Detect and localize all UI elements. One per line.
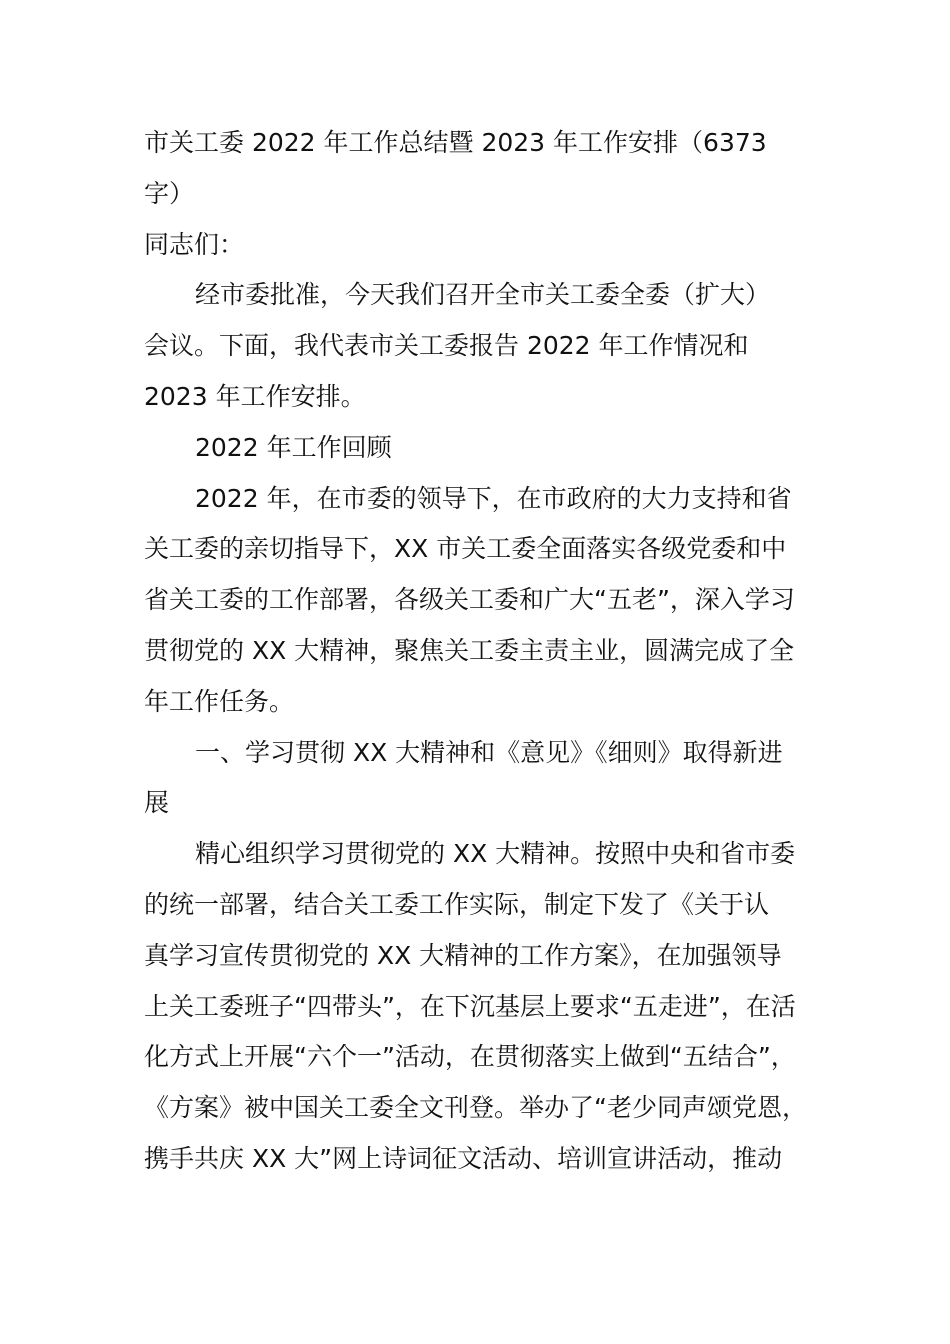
paragraph-line: 《方案》被中国关工委全文刊登。举办了“老少同声颂党恩，	[144, 1093, 807, 1123]
paragraph-line: 年工作任务。	[144, 686, 295, 716]
paragraph-line: 会议。下面，我代表市关工委报告 2022 年工作情况和	[144, 331, 749, 361]
paragraph-line: 的统一部署，结合关工委工作实际，制定下发了《关于认	[144, 889, 770, 919]
subsection-heading-continuation: 展	[144, 788, 170, 818]
paragraph-line: 精心组织学习贯彻党的 XX 大精神。按照中央和省市委	[195, 839, 796, 869]
paragraph-line: 2022 年，在市委的领导下，在市政府的大力支持和省	[195, 483, 792, 513]
subsection-heading: 一、学习贯彻 XX 大精神和《意见》《细则》取得新进	[195, 737, 783, 767]
paragraph-line: 上关工委班子“四带头”，在下沉基层上要求“五走进”，在活	[144, 991, 796, 1021]
paragraph-line: 省关工委的工作部署，各级关工委和广大“五老”，深入学习	[144, 585, 795, 615]
paragraph-line: 贯彻党的 XX 大精神，聚焦关工委主责主业，圆满完成了全	[144, 635, 795, 665]
paragraph-line: 2023 年工作安排。	[144, 381, 366, 411]
section-heading: 2022 年工作回顾	[195, 432, 392, 462]
paragraph-line: 真学习宣传贯彻党的 XX 大精神的工作方案》，在加强领导	[144, 940, 782, 970]
document-body	[144, 118, 834, 1185]
document-title-line-1: 市关工委 2022 年工作总结暨 2023 年工作安排（6373	[144, 128, 767, 157]
document-title-line-2: 字）	[144, 178, 195, 208]
paragraph-line: 关工委的亲切指导下，XX 市关工委全面落实各级党委和中	[144, 534, 787, 564]
paragraph-line: 化方式上开展“六个一”活动，在贯彻落实上做到“五结合”，	[144, 1042, 796, 1072]
salutation: 同志们：	[144, 229, 245, 259]
paragraph-line: 经市委批准，今天我们召开全市关工委全委（扩大）	[195, 280, 771, 310]
paragraph-line: 携手共庆 XX 大”网上诗词征文活动、培训宣讲活动，推动	[144, 1143, 783, 1173]
